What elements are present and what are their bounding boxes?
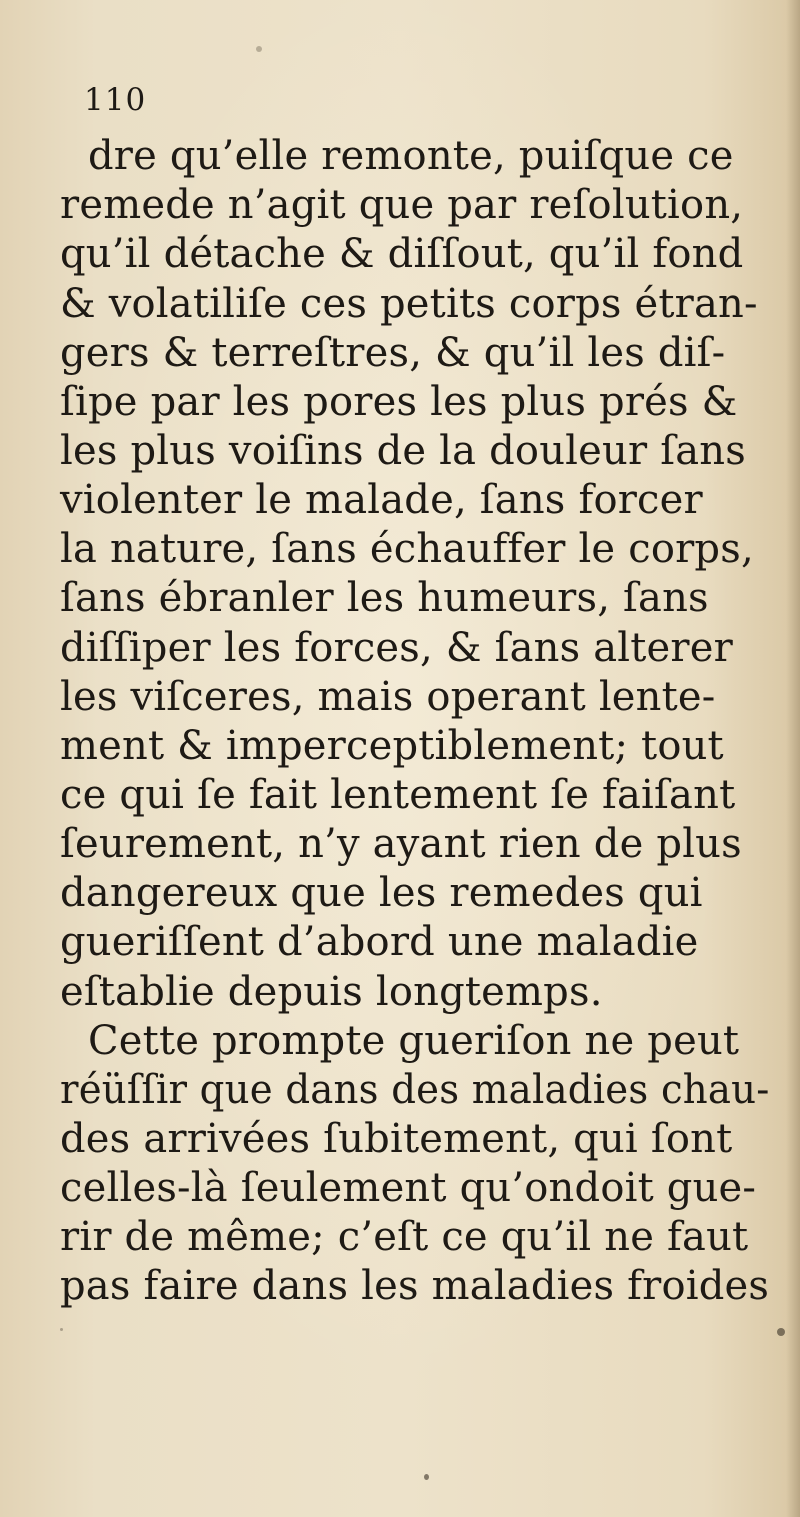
text-line: ſipe par les pores les plus prés & [60, 379, 738, 425]
text-line: la nature, ſans échauffer le corps, [60, 526, 754, 572]
text-line: ſans ébranler les humeurs, ſans [60, 575, 709, 621]
text-line: remede n’agit que par reſolution, [60, 182, 744, 228]
text-line: dre qu’elle remonte, puiſque ce [88, 133, 734, 179]
text-line: des arrivées ſubitement, qui ſont [60, 1116, 733, 1162]
text-line: gueriſſent d’abord une maladie [60, 919, 699, 965]
text-line: violenter le malade, ſans forcer [60, 477, 703, 523]
text-line: eſtablie depuis longtemps. [60, 969, 603, 1015]
text-line: celles-là ſeulement qu’ondoit gue- [60, 1165, 757, 1211]
text-line: & volatiliſe ces petits corps étran- [60, 281, 758, 327]
paper-speck [60, 1328, 63, 1331]
text-line: ment & imperceptiblement; tout [60, 723, 724, 769]
paper-speck [424, 1474, 429, 1480]
text-line: réüſſir que dans des maladies chau- [60, 1067, 770, 1113]
text-line: les plus voiſins de la douleur ſans [60, 428, 746, 474]
text-line: qu’il détache & diſſout, qu’il fond [60, 231, 744, 277]
text-line: Cette prompte gueriſon ne peut [88, 1018, 740, 1064]
text-line: dangereux que les remedes qui [60, 870, 703, 916]
text-line: ce qui ſe fait lentement ſe faiſant [60, 772, 736, 818]
text-line: rir de même; c’eſt ce qu’il ne faut [60, 1214, 749, 1260]
text-line: les viſceres, mais operant lente- [60, 674, 716, 720]
text-line: diſſiper les forces, & ſans alterer [60, 625, 733, 671]
page-number: 110 [84, 82, 147, 118]
text-line: ſeurement, n’y ayant rien de plus [60, 821, 742, 867]
page-edge-shadow [786, 0, 800, 1517]
paper-speck [256, 46, 262, 52]
text-line: pas faire dans les maladies froides [60, 1263, 770, 1309]
text-line: gers & terreſtres, & qu’il les diſ- [60, 330, 726, 376]
paper-speck [777, 1328, 785, 1336]
